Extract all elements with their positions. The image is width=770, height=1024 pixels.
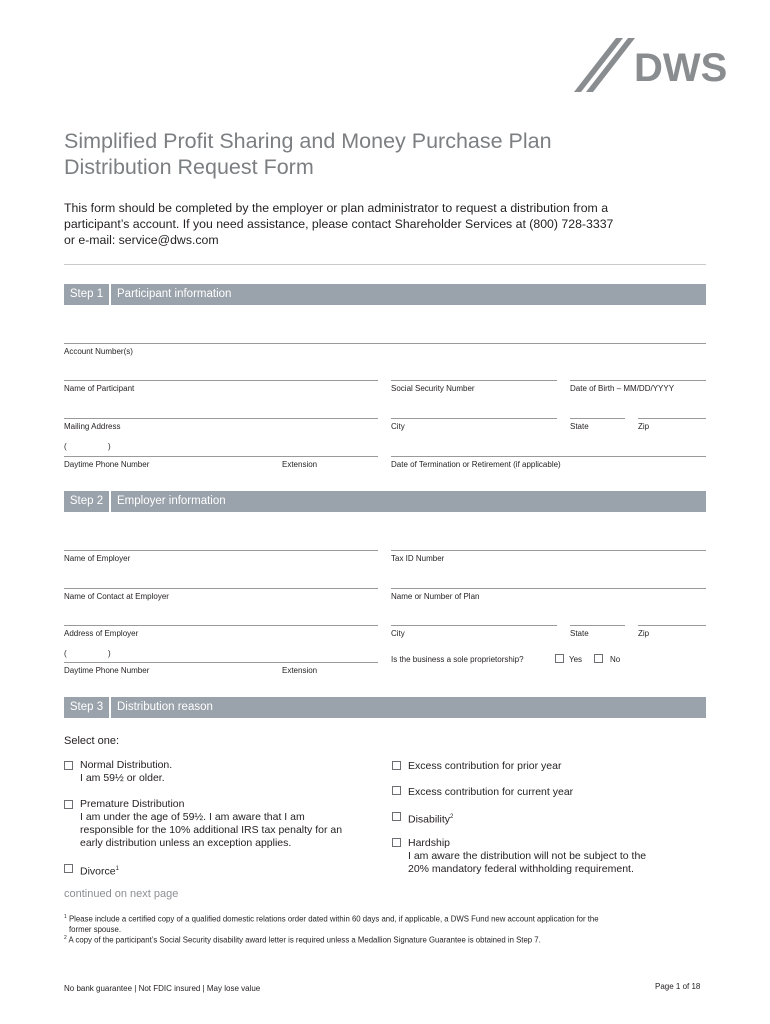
extension-label: Extension bbox=[282, 460, 318, 469]
account-number-label: Account Number(s) bbox=[64, 347, 133, 356]
zip-label: Zip bbox=[638, 422, 650, 431]
sole-proprietorship-question: Is the business a sole proprietorship? bbox=[391, 655, 524, 664]
excess-prior-year-checkbox[interactable] bbox=[392, 761, 401, 770]
employer-area-code-open: ( bbox=[64, 649, 67, 658]
intro-text: This form should be completed by the employer or plan administrator to request a distribution from a participant’s account. If you need assistance, please contact Shareholder Services at (800) 728-3337 or e-mail: service@dws.com bbox=[64, 201, 614, 247]
ssn-field[interactable] bbox=[391, 380, 557, 381]
participant-name-field[interactable] bbox=[64, 380, 378, 381]
sole-proprietorship-yes-label: Yes bbox=[569, 655, 583, 664]
employer-name-label: Name of Employer bbox=[64, 554, 131, 563]
employer-state-label: State bbox=[570, 629, 589, 638]
premature-distribution-label: Premature Distribution I am under the age of 59½. I am aware that I am responsible for the 10% additional IRS tax penalty for an early distribution unless an exception applies. bbox=[80, 798, 343, 849]
disability-checkbox[interactable] bbox=[392, 812, 401, 821]
page-number: Page 1 of 18 bbox=[655, 982, 701, 991]
divorce-label: Divorce$^1$ bbox=[80, 865, 119, 878]
termination-date-label: Date of Termination or Retirement (if applicable) bbox=[391, 460, 561, 469]
sole-proprietorship-no-label: No bbox=[610, 655, 621, 664]
excess-current-year-checkbox[interactable] bbox=[392, 786, 401, 795]
step2-header bbox=[64, 491, 706, 512]
city-field[interactable] bbox=[391, 418, 557, 419]
dob-field[interactable] bbox=[570, 380, 706, 381]
employer-city-label: City bbox=[391, 629, 405, 638]
employer-city-field[interactable] bbox=[391, 625, 557, 626]
hardship-label: Hardship I am aware the distribution will not be subject to the 20% mandatory federal withholding requirement. bbox=[408, 837, 647, 875]
plan-name-field[interactable] bbox=[391, 588, 706, 589]
step1-number: Step 1 bbox=[64, 284, 111, 305]
city-label: City bbox=[391, 422, 405, 431]
brand-name: DWS bbox=[634, 46, 728, 90]
title-divider bbox=[64, 264, 706, 265]
employer-address-field[interactable] bbox=[64, 625, 378, 626]
form-title: Simplified Profit Sharing and Money Purchase Plan Distribution Request Form bbox=[64, 129, 552, 179]
tax-id-field[interactable] bbox=[391, 550, 706, 551]
step3-label: Distribution reason bbox=[117, 701, 213, 713]
employer-state-field[interactable] bbox=[570, 625, 625, 626]
state-field[interactable] bbox=[570, 418, 625, 419]
continued-note: continued on next page bbox=[64, 888, 179, 900]
disability-label: Disability$^2$ bbox=[408, 813, 454, 826]
footer-disclaimer: No bank guarantee | Not FDIC insured | May lose value bbox=[64, 984, 261, 993]
step2-number: Step 2 bbox=[64, 491, 111, 512]
step2-label: Employer information bbox=[117, 495, 226, 507]
dob-label: Date of Birth – MM/DD/YYYY bbox=[570, 384, 675, 393]
excess-prior-year-label: Excess contribution for prior year bbox=[408, 760, 562, 772]
select-one-label: Select one: bbox=[64, 735, 120, 747]
plan-name-label: Name or Number of Plan bbox=[391, 592, 480, 601]
sole-proprietorship-no-checkbox[interactable] bbox=[594, 654, 603, 663]
phone-field[interactable] bbox=[64, 456, 378, 457]
step1-label: Participant information bbox=[117, 288, 232, 300]
account-number-field[interactable] bbox=[64, 343, 706, 344]
normal-distribution-checkbox[interactable] bbox=[64, 761, 73, 770]
termination-date-field[interactable] bbox=[391, 456, 706, 457]
divorce-checkbox[interactable] bbox=[64, 864, 73, 873]
premature-distribution-checkbox[interactable] bbox=[64, 800, 73, 809]
contact-name-label: Name of Contact at Employer bbox=[64, 592, 169, 601]
normal-distribution-label: Normal Distribution. I am 59½ or older. bbox=[80, 759, 173, 784]
ssn-label: Social Security Number bbox=[391, 384, 475, 393]
employer-extension-label: Extension bbox=[282, 666, 318, 675]
tax-id-label: Tax ID Number bbox=[391, 554, 445, 563]
state-label: State bbox=[570, 422, 589, 431]
employer-zip-label: Zip bbox=[638, 629, 650, 638]
step3-number: Step 3 bbox=[64, 697, 111, 718]
area-code-open: ( bbox=[64, 442, 67, 451]
employer-area-code-close: ) bbox=[108, 649, 111, 658]
excess-current-year-label: Excess contribution for current year bbox=[408, 786, 574, 798]
phone-label: Daytime Phone Number bbox=[64, 460, 150, 469]
area-code-close: ) bbox=[108, 442, 111, 451]
sole-proprietorship-yes-checkbox[interactable] bbox=[555, 654, 564, 663]
step1-header bbox=[64, 284, 706, 305]
footnote-2: $^2$ A copy of the participant’s Social Security disability award letter is required unless a Medallion Signature Guarantee is obtained in Step 7. bbox=[64, 935, 541, 945]
mailing-address-label: Mailing Address bbox=[64, 422, 121, 431]
employer-zip-field[interactable] bbox=[638, 625, 706, 626]
employer-phone-field[interactable] bbox=[64, 662, 378, 663]
employer-name-field[interactable] bbox=[64, 550, 378, 551]
employer-address-label: Address of Employer bbox=[64, 629, 139, 638]
step3-header bbox=[64, 697, 706, 718]
employer-phone-label: Daytime Phone Number bbox=[64, 666, 150, 675]
dws-logo bbox=[572, 36, 732, 94]
participant-name-label: Name of Participant bbox=[64, 384, 135, 393]
footnote-1: $^1$ Please include a certified copy of a qualified domestic relations order dated within 60 days and, if applicable, a DWS Fund new account application for the former spouse. bbox=[64, 914, 599, 934]
hardship-checkbox[interactable] bbox=[392, 838, 401, 847]
mailing-address-field[interactable] bbox=[64, 418, 378, 419]
zip-field[interactable] bbox=[638, 418, 706, 419]
contact-name-field[interactable] bbox=[64, 588, 378, 589]
